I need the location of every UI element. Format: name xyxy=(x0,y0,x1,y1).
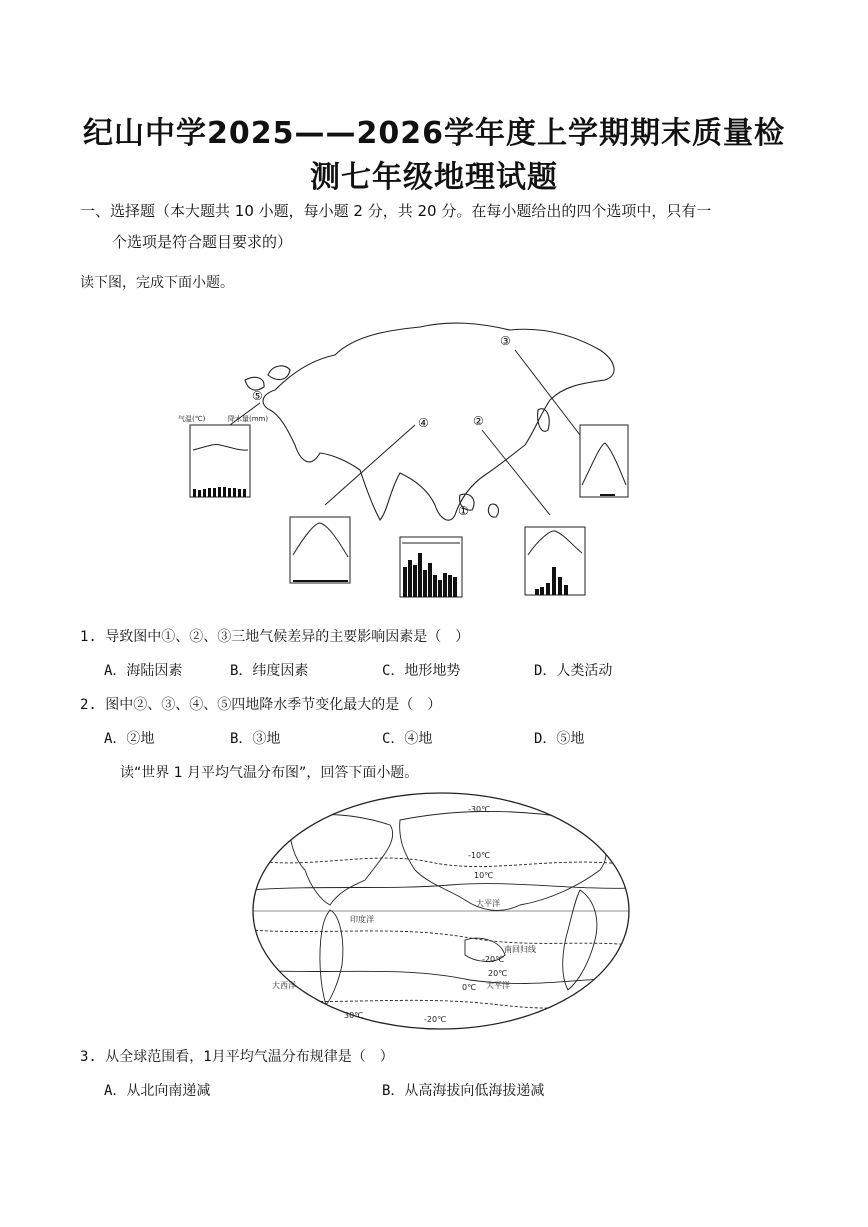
climate-chart-5 xyxy=(190,425,250,497)
q1-option-b[interactable]: B．纬度因素 xyxy=(230,663,309,679)
question-2 xyxy=(80,694,441,714)
exam-title-line1: 纪山中学2025——2026学年度上学期期末质量检 xyxy=(83,116,785,151)
intro-text-2: 读“世界 1 月平均气温分布图”，回答下面小题。 xyxy=(120,765,419,781)
question-text: 从全球范围看，1月平均气温分布规律是（ ） xyxy=(105,1049,394,1065)
ocean-label: 大平洋 xyxy=(486,981,510,990)
q2-option-a[interactable]: A．②地 xyxy=(104,731,155,747)
isotherm-label: 20℃ xyxy=(488,969,508,978)
eurasia-outline xyxy=(263,323,614,520)
exam-title-line2: 测七年级地理试题 xyxy=(310,160,558,195)
isotherm-label: 0℃ xyxy=(462,983,477,992)
isotherm-label: -20℃ xyxy=(424,1015,447,1024)
climate-chart-4 xyxy=(290,517,350,583)
question-text: 导致图中①、②、③三地气候差异的主要影响因素是（ ） xyxy=(105,629,470,645)
q3-option-a[interactable]: A．从北向南递减 xyxy=(104,1083,211,1099)
climate-chart-1 xyxy=(400,537,462,597)
q2-option-c[interactable]: C．④地 xyxy=(382,731,433,747)
q1-option-c[interactable]: C．地形地势 xyxy=(382,663,461,679)
climate-chart-2 xyxy=(525,527,585,595)
q1-option-d[interactable]: D．人类活动 xyxy=(534,663,613,679)
marker-4: ④ xyxy=(418,416,429,430)
isotherm-label: -30℃ xyxy=(468,805,491,814)
intro-text-1: 读下图，完成下面小题。 xyxy=(80,275,234,291)
question-number: 3. xyxy=(80,1049,97,1065)
chart-precip-label: 降水量(mm) xyxy=(228,415,269,423)
marker-5: ⑤ xyxy=(252,389,263,403)
marker-1: ① xyxy=(458,504,469,518)
question-3 xyxy=(80,1046,394,1066)
section-heading: 一、选择题（本大题共 10 小题，每小题 2 分，共 20 分。在每小题给出的四个选项中，只有一 xyxy=(80,202,712,220)
isotherm-label: 30℃ xyxy=(344,1011,364,1020)
question-1 xyxy=(80,626,469,646)
isotherm-label: -20℃ xyxy=(482,955,505,964)
question-number: 2. xyxy=(80,697,97,713)
asia-climate-figure xyxy=(160,305,630,610)
q2-option-d[interactable]: D．⑤地 xyxy=(534,731,585,747)
q2-option-b[interactable]: B．③地 xyxy=(230,731,281,747)
ocean-label: 大西洋 xyxy=(272,981,296,990)
world-isotherm-map xyxy=(250,790,632,1032)
ocean-label: 印度洋 xyxy=(350,915,374,924)
isotherm-label: -10℃ xyxy=(468,851,491,860)
climate-chart-3 xyxy=(580,425,628,497)
section-heading-cont: 个选项是符合题目要求的） xyxy=(112,233,293,251)
marker-2: ② xyxy=(473,414,484,428)
question-text: 图中②、③、④、⑤四地降水季节变化最大的是（ ） xyxy=(105,697,442,713)
question-number: 1. xyxy=(80,629,97,645)
ocean-label: 大平洋 xyxy=(476,899,500,908)
ocean-label: 南回归线 xyxy=(504,945,536,954)
q3-option-b[interactable]: B．从高海拔向低海拔递减 xyxy=(382,1083,545,1099)
q1-option-a[interactable]: A．海陆因素 xyxy=(104,663,183,679)
marker-3: ③ xyxy=(500,334,511,348)
chart-temp-label: 气温(℃) xyxy=(178,415,206,423)
isotherm-label: 10℃ xyxy=(474,871,494,880)
